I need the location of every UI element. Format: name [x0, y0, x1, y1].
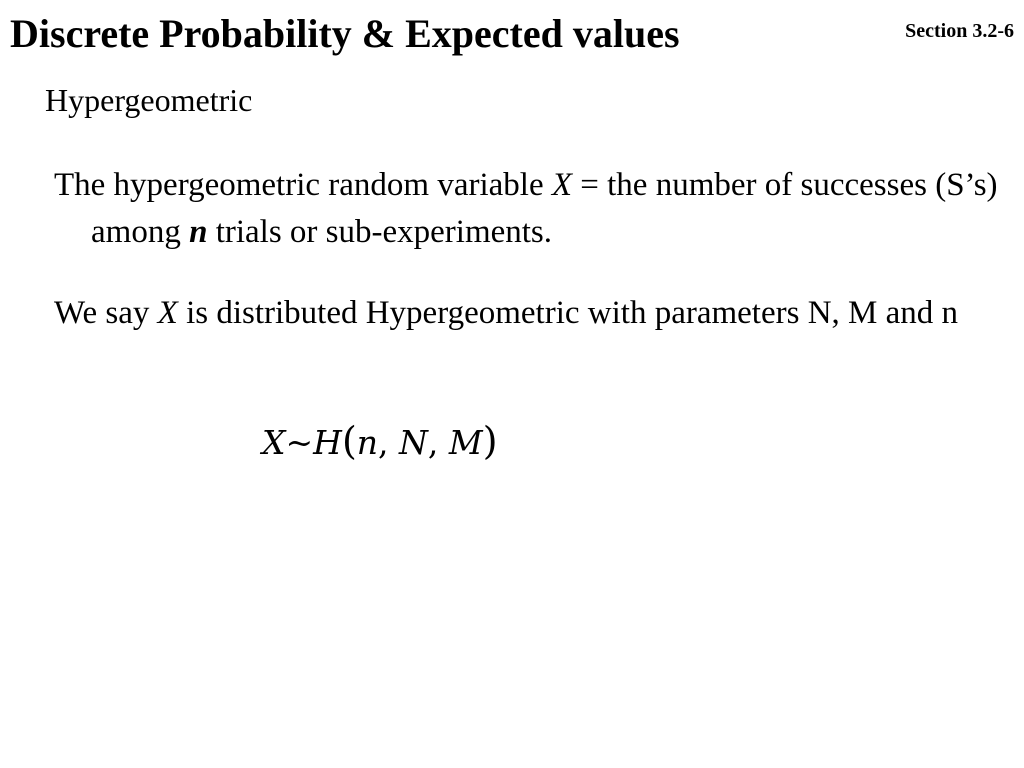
definition-text-c: trials or sub-experiments. [207, 214, 553, 250]
variable-x: X [157, 295, 178, 331]
formula-open-paren: ( [341, 419, 357, 463]
formula-h: H [313, 423, 342, 462]
formula-comma-1: , [378, 423, 389, 462]
variable-n: n [189, 214, 208, 250]
definition-text-a: The hypergeometric random variable [54, 167, 552, 203]
distribution-formula [262, 418, 498, 466]
formula-x: X [262, 423, 286, 462]
formula-big-n: N [399, 423, 428, 462]
slide-title: Discrete Probability & Expected values [10, 11, 680, 56]
formula-comma-2: , [427, 423, 439, 462]
slide-subtitle: Hypergeometric [45, 82, 253, 118]
section-label: Section 3.2-6 [905, 20, 1014, 42]
distribution-paragraph [54, 290, 1021, 337]
definition-text-b: = the number of successes (S’s) among [91, 167, 998, 250]
distribution-text-b: is distributed Hypergeometric with parameters N, M and n [177, 295, 959, 331]
formula-m: M [448, 423, 483, 462]
formula-n: n [356, 423, 379, 462]
formula-close-paren: ) [482, 419, 498, 463]
definition-paragraph [54, 162, 1021, 256]
variable-x: X [551, 167, 573, 203]
formula-tilde: ~ [285, 423, 314, 462]
distribution-text-a: We say [54, 295, 158, 331]
